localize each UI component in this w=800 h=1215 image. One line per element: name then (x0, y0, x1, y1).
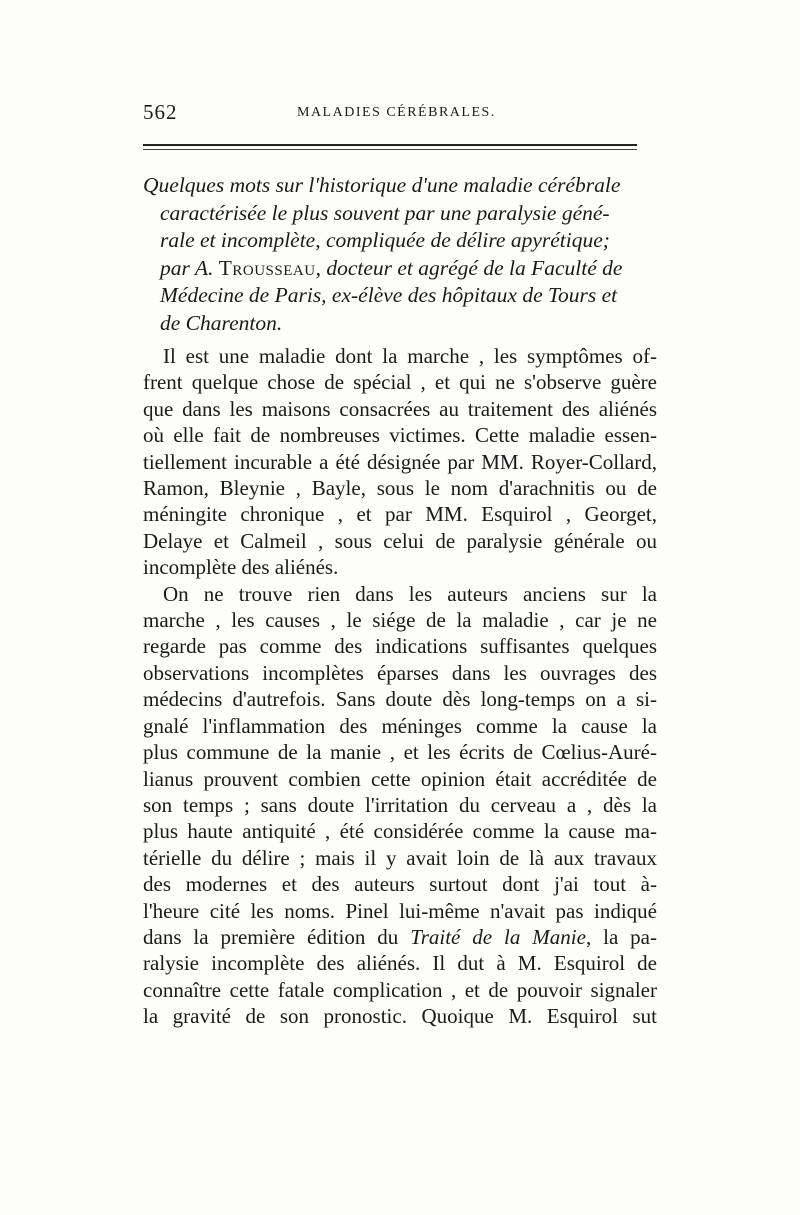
title-line: Quelques mots sur l'historique d'une maladie cérébrale (143, 173, 621, 197)
body-line: Il est une maladie dont la marche , les symptômes of- (163, 344, 657, 368)
author-suffix: , docteur et agrégé de la Faculté de (315, 255, 623, 280)
running-title: MALADIES CÉRÉBRALES. (297, 105, 496, 120)
body-line: médecins d'autrefois. Sans doute dès long-temps on a si- (143, 687, 657, 712)
body-line: lianus prouvent combien cette opinion était accréditée de (143, 766, 657, 791)
running-head (143, 100, 660, 124)
body-line: térielle du délire ; mais il y avait loin de là aux travaux (143, 845, 657, 870)
author-prefix: par A. (160, 255, 219, 280)
book-title: Traité de la Manie (410, 924, 586, 949)
body-line: gnalé l'inflammation des méninges comme la cause la (143, 713, 657, 738)
body-line: que dans les maisons consacrées au traitement des aliénés (143, 396, 657, 421)
title-line: Médecine de Paris, ex-élève des hôpitaux de Tours et (160, 283, 618, 307)
line23-prefix: dans la première édition du (143, 924, 411, 949)
body-line: plus haute antiquité , été considérée comme la cause ma- (143, 819, 657, 844)
title-line-author (143, 255, 663, 283)
body-line: plus commune de la manie , et les écrits de Cœlius-Auré- (143, 740, 657, 765)
body-line: ralysie incomplète des aliénés. Il dut à M. Esquirol de (143, 951, 657, 976)
body-line: marche , les causes , le siége de la maladie , car je ne (143, 608, 657, 633)
body-line: Delaye et Calmeil , sous celui de paralysie générale ou (143, 528, 657, 553)
body-line-with-italic (143, 924, 657, 950)
line23-suffix: , la pa- (585, 924, 657, 949)
header-rule-thin (143, 149, 637, 150)
body-line: frent quelque chose de spécial , et qui ne s'observe guère (143, 370, 657, 395)
page-number: 562 (143, 100, 178, 124)
body-line: méningite chronique , et par MM. Esquirol , Georget, (143, 502, 657, 527)
article-title (143, 172, 663, 337)
body-line: des modernes et des auteurs surtout dont j'ai tout à- (143, 872, 657, 897)
body-line: incomplète des aliénés. (143, 555, 339, 580)
body-line: où elle fait de nombreuses victimes. Cette maladie essen- (143, 423, 657, 448)
body-line: observations incomplètes éparses dans les ouvrages des (143, 660, 657, 685)
title-line: de Charenton. (160, 310, 283, 335)
body-line: la gravité de son pronostic. Quoique M. Esquirol sut (143, 1004, 657, 1029)
body-line: On ne trouve rien dans les auteurs anciens sur la (163, 581, 657, 606)
body-line: l'heure cité les noms. Pinel lui-même n'avait pas indiqué (143, 898, 657, 923)
body-line: tiellement incurable a été désignée par MM. Royer-Collard, (143, 449, 657, 474)
author-name: Trousseau (218, 255, 316, 280)
body-line: son temps ; sans doute l'irritation du cerveau a , dès la (143, 792, 657, 817)
body-line: Ramon, Bleynie , Bayle, sous le nom d'arachnitis ou de (143, 476, 657, 501)
body-line: connaître cette fatale complication , et de pouvoir signaler (143, 977, 657, 1002)
header-rule-thick (143, 144, 637, 146)
title-line: caractérisée le plus souvent par une paralysie géné- (160, 200, 610, 225)
body-text (143, 343, 657, 1030)
body-line: regarde pas comme des indications suffisantes quelques (143, 634, 657, 659)
title-line: rale et incomplète, compliquée de délire apyrétique; (160, 228, 610, 252)
